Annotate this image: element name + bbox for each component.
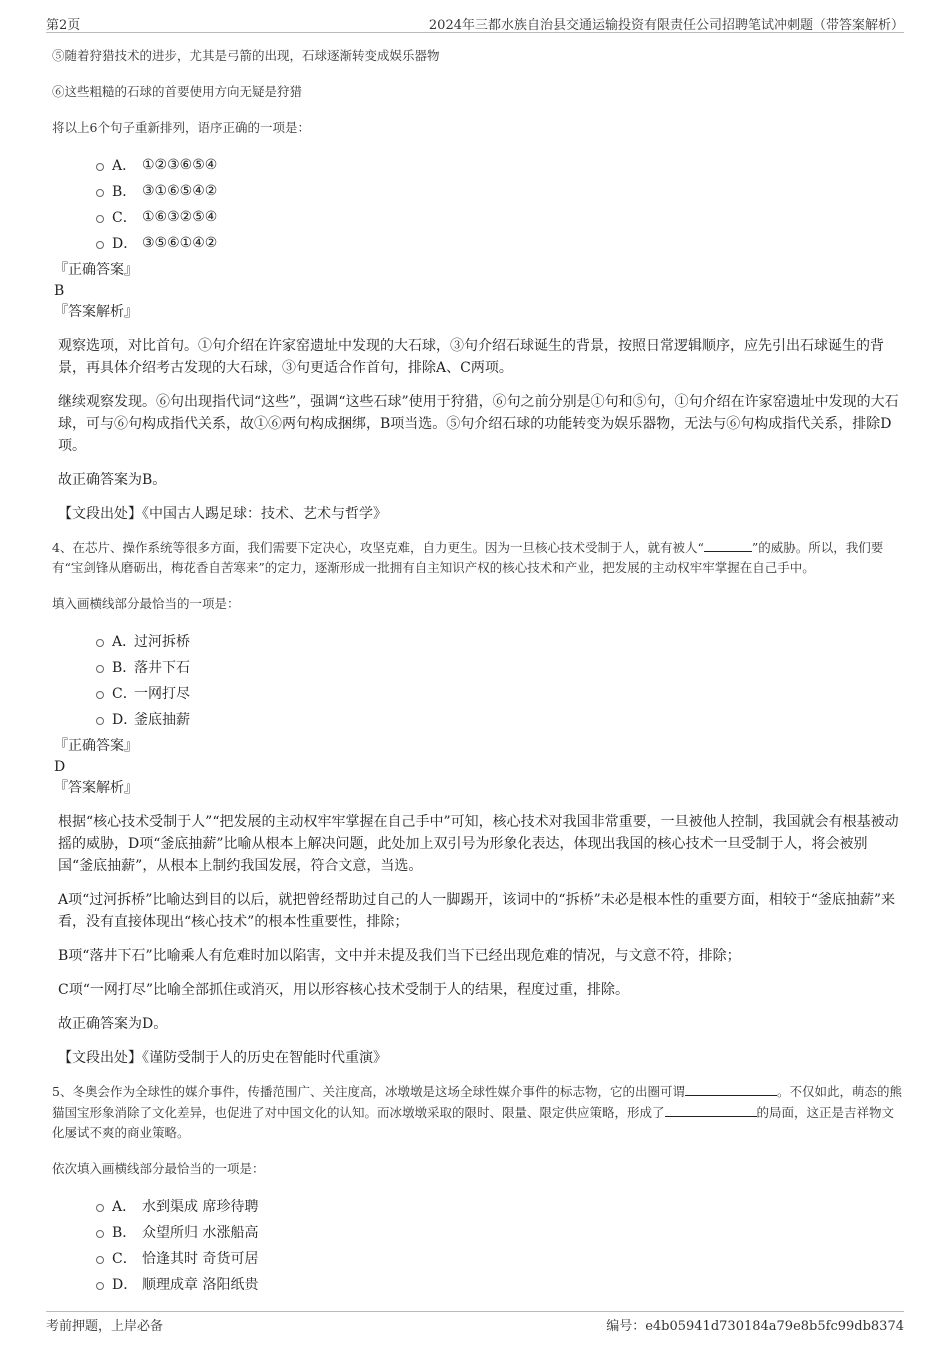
answer-value: B [54,283,65,299]
analysis-paragraph: 继续观察发现。⑥句出现指代词“这些”，强调“这些石球”使用于狩猎，⑥句之前分别是①句和⑤句，①句介绍在许家窑遗址中发现的大石球，可与⑥句构成指代关系，故①⑥两句构成捆绑，B项当选。⑤句介绍石球的功能转变为娱乐器物，无法与⑥句构成指代关系，排除D项。 [58,394,899,454]
option-text: 恰逢其时 奇货可居 [142,1251,259,1267]
sentence-6: ⑥这些粗糙的石球的首要使用方向无疑是狩猎 [52,84,303,99]
option-c[interactable] [96,680,902,706]
options-list [96,152,902,256]
page-number: 第2页 [46,18,81,33]
analysis-paragraph: B项“落井下石”比喻乘人有危难时加以陷害，文中并未提及我们当下已经出现危难的情况，与文意不符，排除； [58,948,741,964]
option-text: 釜底抽薪 [134,712,190,728]
option-key: B． [112,1225,137,1241]
options-list [96,628,902,732]
option-key: C． [112,686,137,702]
option-a[interactable] [96,152,902,178]
document-title: 2024年三都水族自治县交通运输投资有限责任公司招聘笔试冲刺题（带答案解析） [428,18,904,33]
option-c[interactable] [96,1245,902,1271]
footer-slogan: 考前押题，上岸必备 [46,1319,164,1334]
option-text: 水到渠成 席珍待聘 [142,1199,259,1215]
radio-icon[interactable] [96,1204,104,1212]
radio-icon[interactable] [96,1256,104,1264]
option-a[interactable] [96,1193,902,1219]
radio-icon[interactable] [96,1282,104,1290]
option-key: A． [112,634,137,650]
radio-icon[interactable] [96,241,104,249]
analysis-paragraph: A项“过河拆桥”比喻达到目的以后，就把曾经帮助过自己的人一脚踢开，该词中的“拆桥”未必是根本性的重要方面，相较于“釜底抽薪”来看，没有直接体现出“核心技术”的根本性重要性，排除； [58,892,896,930]
option-b[interactable] [96,654,902,680]
document-id: 编号：e4b05941d730184a79e8b5fc99db8374 [606,1319,904,1334]
option-d[interactable] [96,1271,902,1297]
fill-blank [685,1081,777,1096]
option-key: D． [112,712,138,728]
option-a[interactable] [96,628,902,654]
sentence-5: ⑤随着狩猎技术的进步，尤其是弓箭的出现，石球逐渐转变成娱乐器物 [52,48,440,63]
radio-icon[interactable] [96,665,104,673]
page-header [46,12,904,33]
option-text: ①⑥③②⑤④ [142,209,218,225]
source-citation: 【文段出处】《谨防受制于人的历史在智能时代重演》 [58,1050,387,1066]
option-b[interactable] [96,1219,902,1245]
option-text: 众望所归 水涨船高 [142,1225,259,1241]
option-key: B． [112,660,137,676]
option-text: 过河拆桥 [134,634,190,650]
stem-part: 5、冬奥会作为全球性的媒介事件，传播范围广、关注度高，冰墩墩是这场全球性媒介事件的标志物，它的出圈可谓 [52,1084,685,1099]
question-5 [52,1081,902,1297]
analysis-paragraph: 根据“核心技术受制于人”“把发展的主动权牢牢掌握在自己手中”可知，核心技术对我国非常重要，一旦被他人控制，我国就会有根基被动摇的威胁，D项“釜底抽薪”比喻从根本上解决问题，此处加上双引号为形象化表达，体现出我国的核心技术一旦受制于人，将会被别国“釜底抽薪”，从根本上制约我国发展，符合文意，当选。 [58,814,899,874]
option-key: C． [112,210,137,226]
answer-value: D [54,759,66,775]
option-text: 落井下石 [134,660,190,676]
option-key: D． [112,236,138,252]
analysis-paragraph: 故正确答案为B。 [58,472,167,488]
option-text: ③①⑥⑤④② [142,183,218,199]
question-prompt: 依次填入画横线部分最恰当的一项是： [52,1161,265,1176]
analysis-label: 『答案解析』 [54,780,138,796]
analysis-label: 『答案解析』 [54,304,138,320]
option-key: B． [112,184,137,200]
option-d[interactable] [96,706,902,732]
answer-label: 『正确答案』 [54,738,138,754]
option-key: D． [112,1277,138,1293]
question-3 [52,46,902,525]
analysis-paragraph: C项“一网打尽”比喻全部抓住或消灭，用以形容核心技术受制于人的结果，程度过重，排除。 [58,982,630,998]
radio-icon[interactable] [96,639,104,647]
stem-part: 。不仅如此，萌态的熊猫国宝形象消除了文化差异，也促进了对中国文化的认知。而冰墩墩采取的限时、限量、限定供应策略，形成了 [52,1084,902,1120]
option-text: 顺理成章 洛阳纸贵 [142,1277,259,1293]
fill-blank [704,537,752,552]
question-prompt: 将以上6个句子重新排列，语序正确的一项是： [52,120,310,135]
page-footer [46,1311,904,1336]
question-4 [52,537,902,1069]
radio-icon[interactable] [96,215,104,223]
radio-icon[interactable] [96,1230,104,1238]
radio-icon[interactable] [96,717,104,725]
stem-part: 的局面，这正是吉祥物文化屡试不爽的商业策略。 [52,1105,895,1140]
question-stem [52,537,902,578]
option-b[interactable] [96,178,902,204]
radio-icon[interactable] [96,163,104,171]
fill-blank [665,1102,757,1117]
question-stem [52,1081,902,1143]
option-d[interactable] [96,230,902,256]
analysis-paragraph: 故正确答案为D。 [58,1016,168,1032]
radio-icon[interactable] [96,691,104,699]
option-key: A． [112,1199,137,1215]
stem-part: 4、在芯片、操作系统等很多方面，我们需要下定决心，攻坚克难，自力更生。因为一旦核心技术受制于人，就有被人“ [52,540,704,555]
option-c[interactable] [96,204,902,230]
option-text: 一网打尽 [134,686,190,702]
analysis-paragraph: 观察选项，对比首句。①句介绍在许家窑遗址中发现的大石球，③句介绍石球诞生的背景，按照日常逻辑顺序，应先引出石球诞生的背景，再具体介绍考古发现的大石球，③句更适合作首句，排除A、C两项。 [58,338,884,376]
option-key: C． [112,1251,137,1267]
option-key: A． [112,158,137,174]
document-body [52,40,902,1297]
stem-part: ”的威胁。所以，我们要有“宝剑锋从磨砺出，梅花香自苦寒来”的定力，逐渐形成一批拥有自主知识产权的核心技术和产业，把发展的主动权牢牢掌握在自己手中。 [52,540,884,575]
options-list [96,1193,902,1297]
option-text: ①②③⑥⑤④ [142,157,218,173]
answer-label: 『正确答案』 [54,262,138,278]
question-prompt: 填入画横线部分最恰当的一项是： [52,596,240,611]
source-citation: 【文段出处】《中国古人踢足球：技术、艺术与哲学》 [58,506,387,522]
option-text: ③⑤⑥①④② [142,235,218,251]
radio-icon[interactable] [96,189,104,197]
